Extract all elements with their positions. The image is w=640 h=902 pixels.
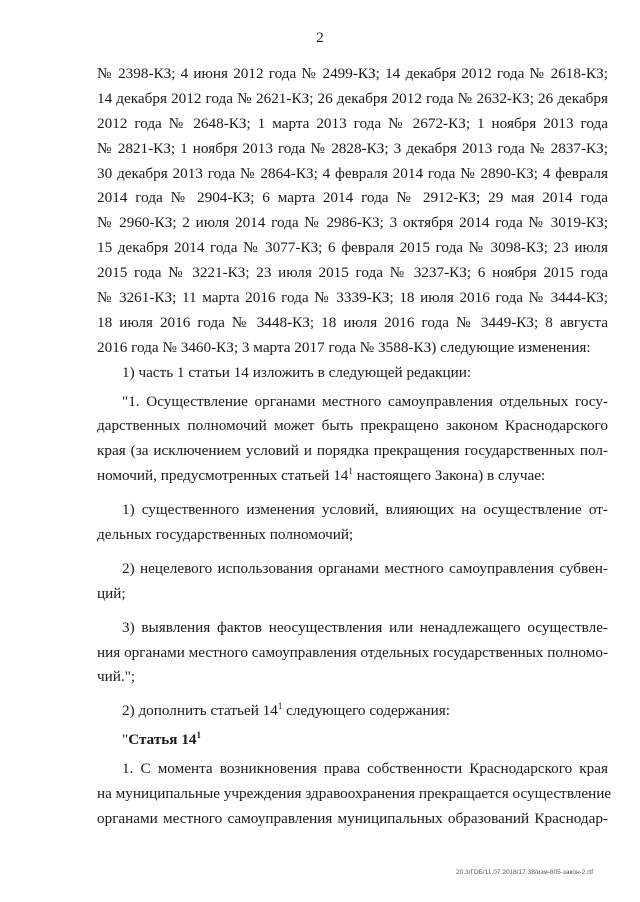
text-line: 2015 года № 3221-КЗ; 23 июля 2015 года № 3237-КЗ; 6 ноября 2015 года — [97, 264, 608, 282]
article-part-1-line: 1. С момента возникновения права собственности Краснодарского края — [122, 760, 608, 778]
text-line: 2014 года № 2904-КЗ; 6 марта 2014 года № 2912-КЗ; 29 мая 2014 года — [97, 189, 608, 207]
item-2-line — [97, 699, 608, 724]
heading-text: Статья 14 — [128, 731, 197, 749]
quoted-part-1-line: "1. Осуществление органами местного самоуправления отдельных госу- — [122, 392, 608, 410]
line-start: номочий, предусмотренных статьей 14 — [97, 467, 349, 485]
case-2-line: ций; — [97, 584, 126, 602]
document-body — [97, 62, 612, 832]
text-line: 2016 года № 3460-КЗ; 3 марта 2017 года № 3588-КЗ) следующие изменения: — [97, 338, 591, 356]
quoted-part-1-line: края (за исключением условий и порядка прекращения государственных пол- — [97, 442, 608, 460]
superscript: 1 — [348, 466, 353, 477]
text-line: № 3261-КЗ; 11 марта 2016 года № 3339-КЗ; 18 июля 2016 года № 3444-КЗ; — [97, 289, 608, 307]
case-2-line: 2) нецелевого использования органами местного самоуправления субвен- — [122, 559, 608, 577]
heading-quote: " — [122, 731, 129, 749]
page-number: 2 — [316, 30, 324, 46]
case-1-line: 1) существенного изменения условий, влияющих на осуществление от- — [122, 501, 608, 519]
article-part-1-line: органами местного самоуправления муниципальных образований Краснодар- — [97, 809, 608, 827]
superscript: 1 — [196, 730, 202, 741]
article-heading — [97, 728, 608, 753]
case-3-line: 3) выявления фактов неосуществления или ненадлежащего осуществле- — [122, 618, 608, 636]
case-1-line: дельных государственных полномочий; — [97, 526, 354, 544]
text-line: 14 декабря 2012 года № 2621-КЗ; 26 декабря 2012 года № 2632-КЗ; 26 декабря — [97, 89, 608, 107]
superscript: 1 — [277, 701, 283, 712]
line-start: 2) дополнить статьей 14 — [122, 702, 278, 720]
quoted-part-1-line — [97, 464, 608, 489]
text-line: 15 декабря 2014 года № 3077-КЗ; 6 февраля 2015 года № 3098-КЗ; 23 июля — [97, 239, 608, 257]
case-3-line: чий."; — [97, 668, 136, 686]
text-line: № 2960-КЗ; 2 июля 2014 года № 2986-КЗ; 3 октября 2014 года № 3019-КЗ; — [97, 214, 608, 232]
text-line: 30 декабря 2013 года № 2864-КЗ; 4 февраля 2014 года № 2890-КЗ; 4 февраля — [97, 164, 608, 182]
text-line: № 2821-КЗ; 1 ноября 2013 года № 2828-КЗ; 3 декабря 2013 года № 2837-КЗ; — [97, 139, 608, 157]
article-part-1-line: на муниципальные учреждения здравоохранения прекращается осуществление — [97, 785, 612, 803]
line-end: следующего содержания: — [282, 702, 450, 720]
item-1-line: 1) часть 1 статьи 14 изложить в следующей редакции: — [122, 363, 472, 381]
footer-file-code: 20.3/ГОБ/11.07.2018/17.38/изм-805-закон-2.rtf — [456, 869, 593, 876]
case-3-line: ния органами местного самоуправления отдельных государственных полномо- — [97, 643, 608, 661]
line-end: настоящего Закона) в случае: — [352, 467, 546, 485]
text-line: 18 июля 2016 года № 3448-КЗ; 18 июля 2016 года № 3449-КЗ; 8 августа — [97, 313, 608, 331]
text-line: № 2398-КЗ; 4 июня 2012 года № 2499-КЗ; 14 декабря 2012 года № 2618-КЗ; — [97, 65, 608, 82]
quoted-part-1-line: дарственных полномочий может быть прекращено законом Краснодарского — [97, 417, 608, 435]
text-line: 2012 года № 2648-КЗ; 1 марта 2013 года № 2672-КЗ; 1 ноября 2013 года — [97, 114, 608, 132]
